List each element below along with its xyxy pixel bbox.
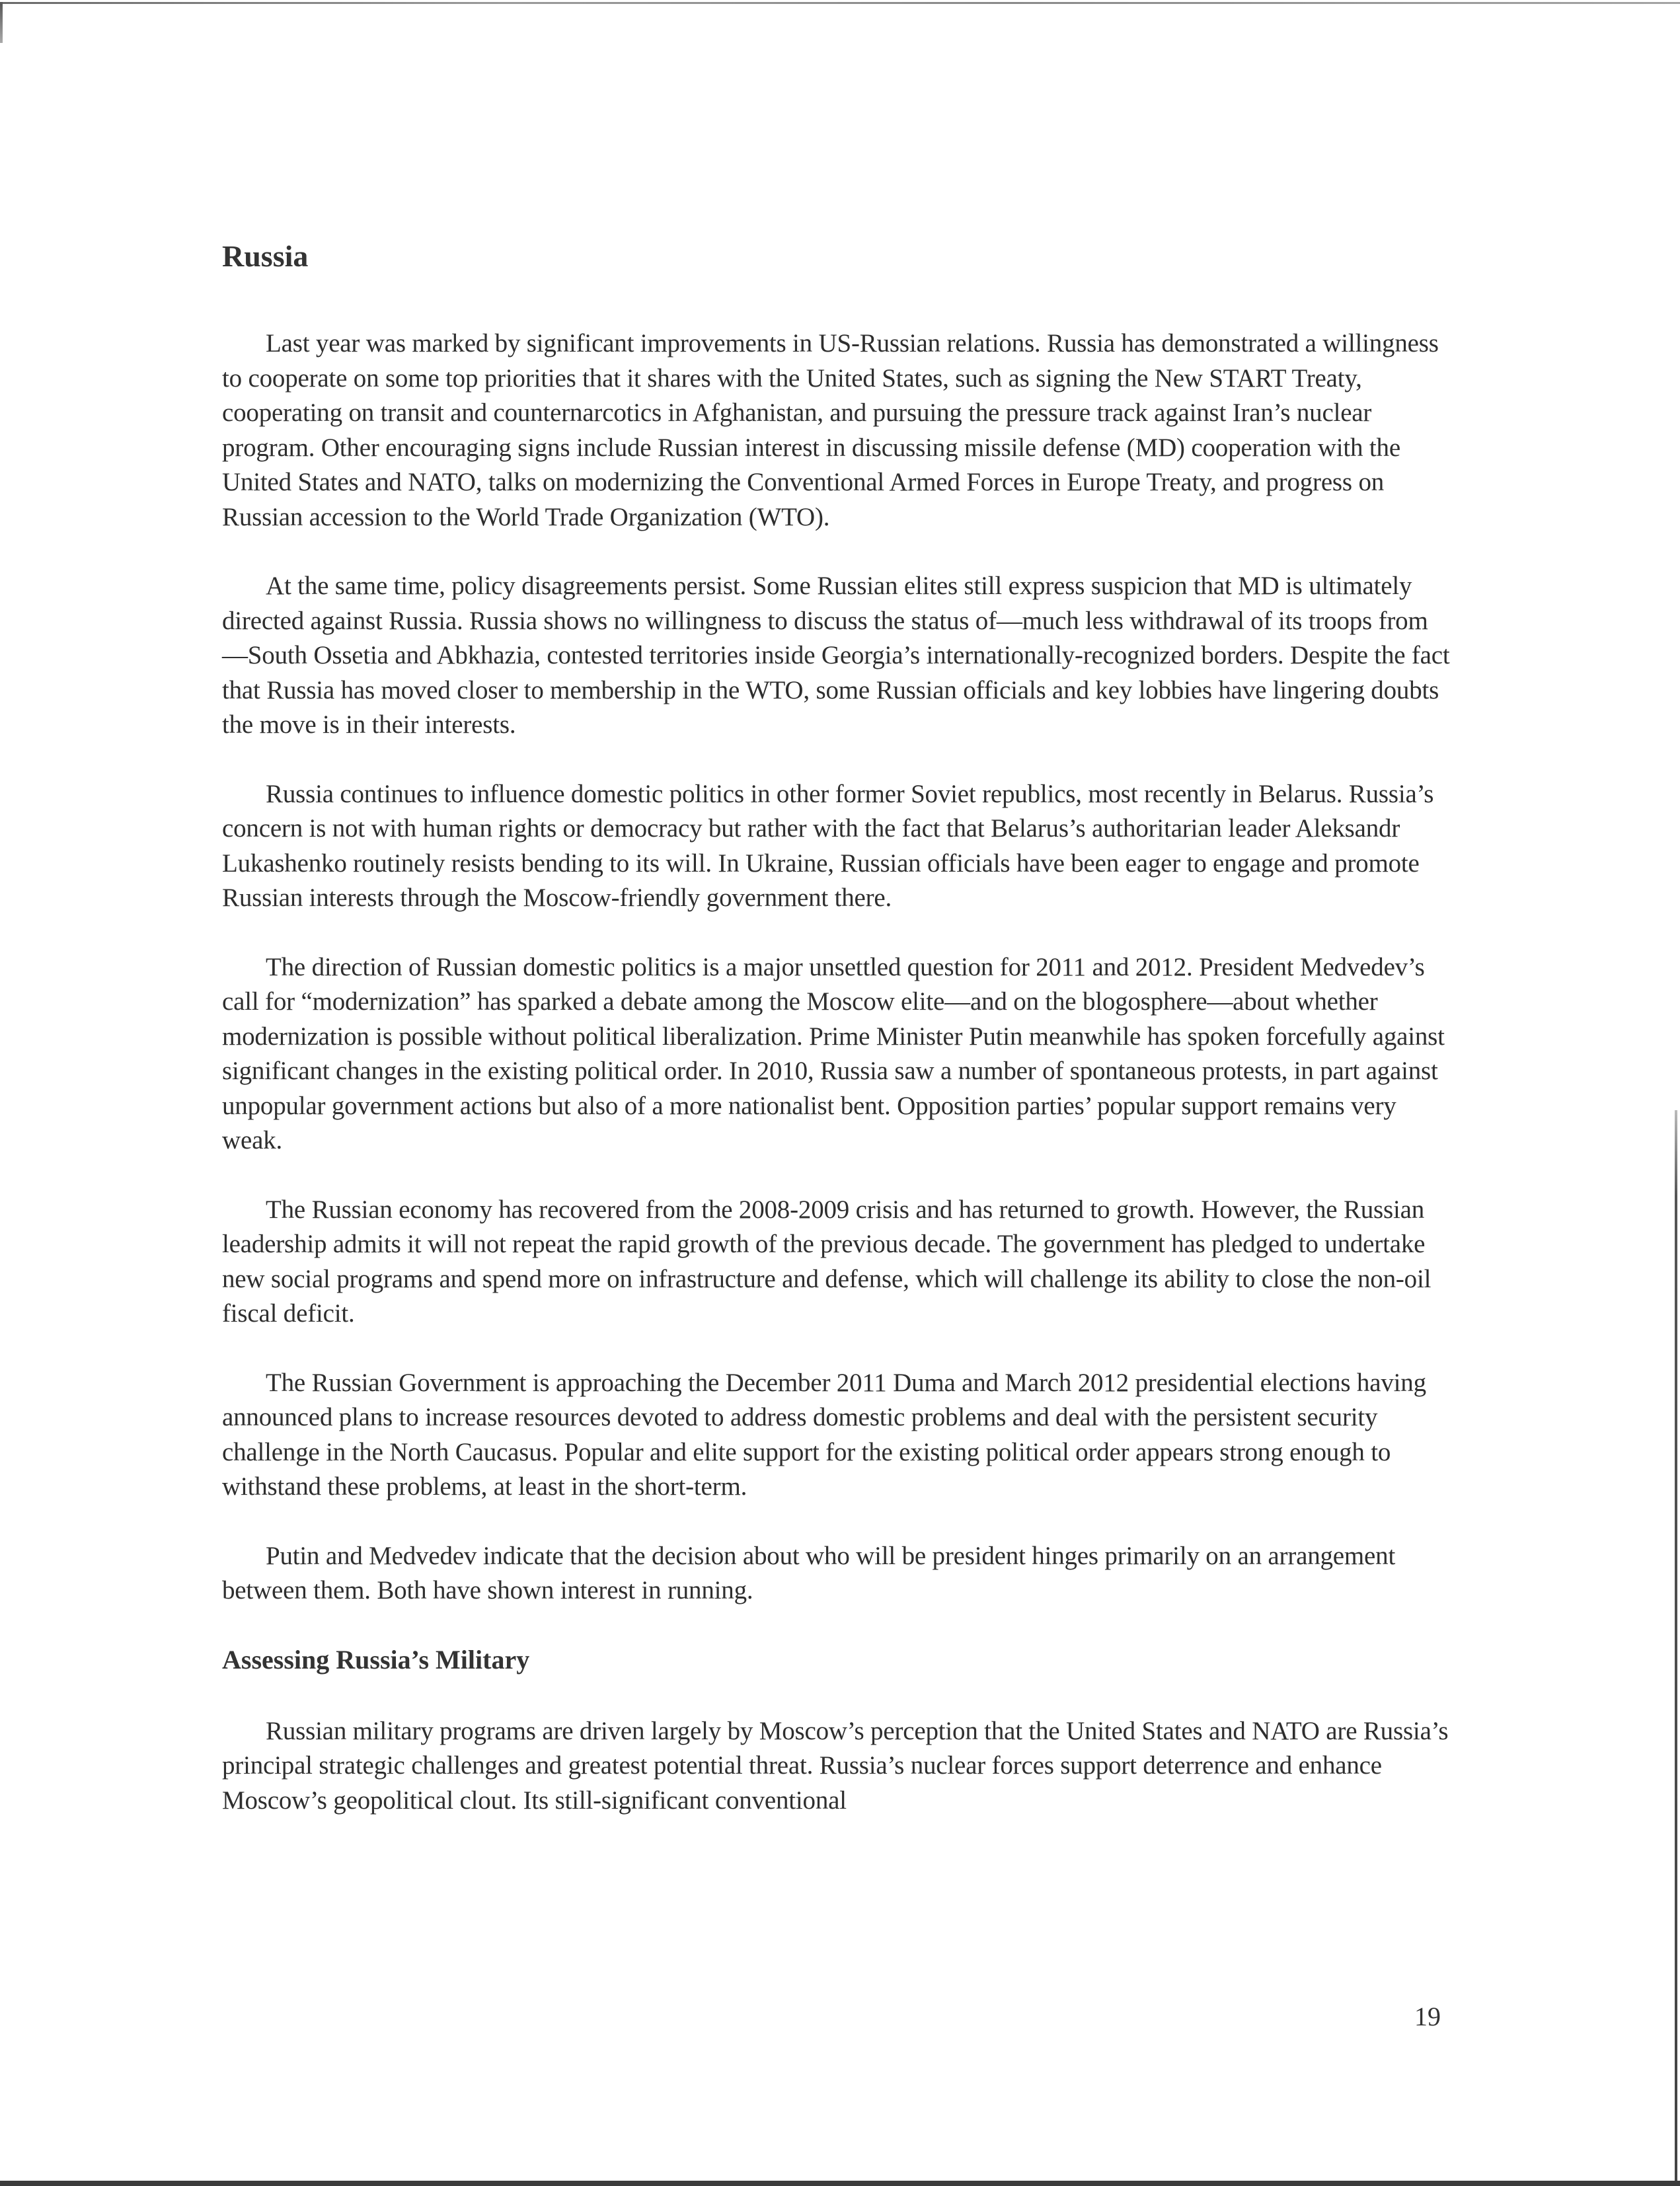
scan-border-left — [0, 2, 3, 43]
paragraph-domestic-politics: The direction of Russian domestic politics is a major unsettled question for 2011 and 2012. President Medvedev’s call for “modernization” has sparked a debate among the Moscow elite—and on the blogosphere—about whether modernization is possible without political liberalization. Prime Minister Putin meanwhile has spoken forcefully against significant changes in the existing political order. In 2010, Russia saw a number of spontaneous protests, in part against unpopular government actions but also of a more nationalist bent. Opposition parties’ popular support remains very weak. — [222, 952, 1445, 1154]
paragraph-military-programs: Russian military programs are driven largely by Moscow’s perception that the United States and NATO are Russia’s principal strategic challenges and greatest potential threat. Russia’s nuclear forces support deterrence and enhance Moscow’s geopolitical clout. Its still-significant conventional — [222, 1716, 1449, 1815]
paragraph-elections: The Russian Government is approaching the December 2011 Duma and March 2012 presidential elections having announced plans to increase resources devoted to address domestic problems and deal with the persistent security challenge in the North Caucasus. Popular and elite support for the existing political order appears strong enough to withstand these problems, at least in the short-term. — [222, 1368, 1426, 1501]
scan-border-bottom — [0, 2181, 1680, 2186]
paragraph-policy-disagreements: At the same time, policy disagreements persist. Some Russian elites still express suspicion that MD is ultimately directed against Russia. Russia shows no willingness to discuss the status of—much less withdrawal of its troops from—South Ossetia and Abkhazia, contested territories inside Georgia’s internationally-recognized borders. Despite the fact that Russia has moved closer to membership in the WTO, some Russian officials and key lobbies have lingering doubts the move is in their interests. — [222, 572, 1450, 739]
paragraph-us-russian-relations: Last year was marked by significant improvements in US-Russian relations. Russia has demonstrated a willingness to cooperate on some top priorities that it shares with the United States, such as signing the New START Treaty, cooperating on transit and counternarcotics in Afghanistan, and pursuing the pressure track against Iran’s nuclear program. Other encouraging signs include Russian interest in discussing missile defense (MD) cooperation with the United States and NATO, talks on modernizing the Conventional Armed Forces in Europe Treaty, and progress on Russian accession to the World Trade Organization (WTO). — [222, 329, 1439, 531]
paragraph-economy: The Russian economy has recovered from the 2008-2009 crisis and has returned to growth. However, the Russian leadership admits it will not repeat the rapid growth of the previous decade. The government has pledged to undertake new social programs and spend more on infrastructure and defense, which will challenge its ability to close the non-oil fiscal deficit. — [222, 1195, 1432, 1328]
section-title: Russia — [222, 239, 309, 273]
document-page — [222, 238, 1451, 1852]
paragraph-putin-medvedev: Putin and Medvedev indicate that the decision about who will be president hinges primarily on an arrangement between them. Both have shown interest in running. — [222, 1541, 1396, 1604]
page-number: 19 — [1414, 2002, 1441, 2031]
scan-border-top — [0, 2, 1680, 4]
scan-border-right — [1675, 1110, 1677, 2186]
subsection-title: Assessing Russia’s Military — [222, 1644, 530, 1675]
paragraph-former-soviet-republics: Russia continues to influence domestic politics in other former Soviet republics, most recently in Belarus. Russia’s concern is not with human rights or democracy but rather with the fact that Belarus’s authoritarian leader Aleksandr Lukashenko routinely resists bending to its will. In Ukraine, Russian officials have been eager to engage and promote Russian interests through the Moscow-friendly government there. — [222, 779, 1434, 912]
